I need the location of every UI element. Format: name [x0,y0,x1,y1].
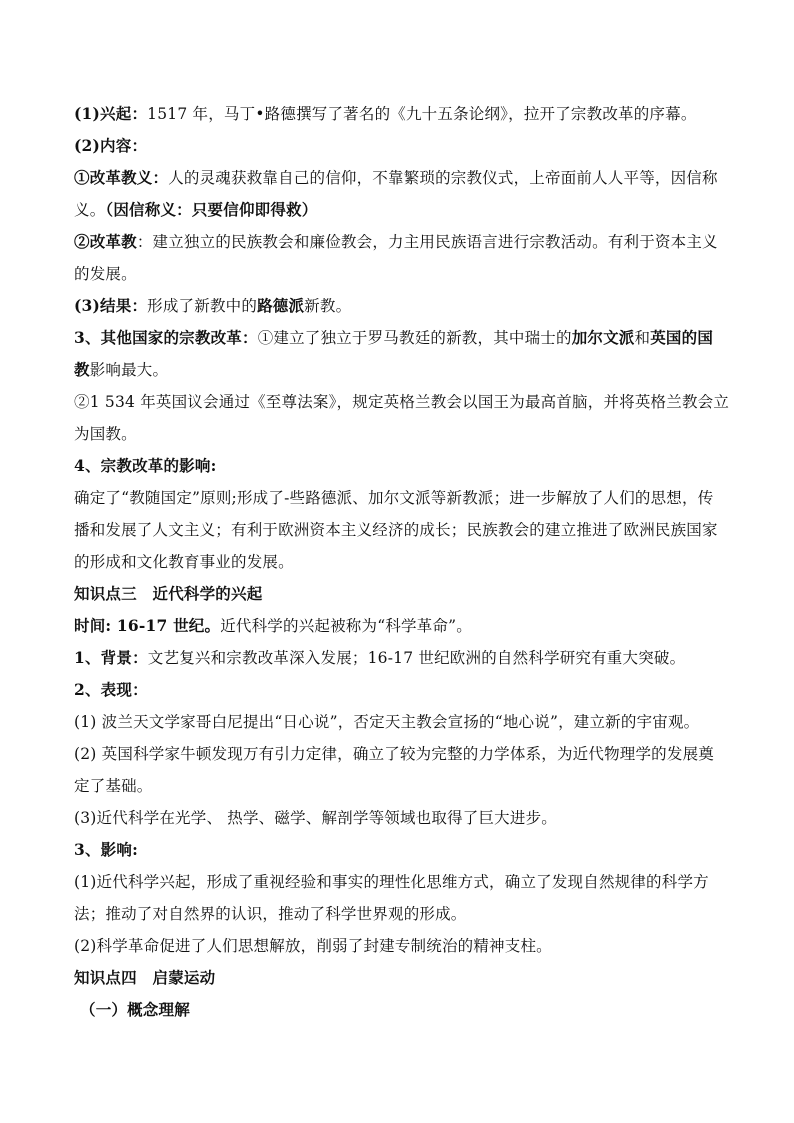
text-line [74,738,724,770]
text-segment: 新教。 [304,297,352,315]
text-segment: 播和发展了人文主义；有利于欧洲资本主义经济的成长；民族教会的建立推进了欧洲民族国家 [74,521,718,539]
bold-text-segment: 2、表现： [74,680,148,699]
text-segment: 为国教。 [74,425,137,443]
text-segment: (1)近代科学兴起，形成了重视经验和事实的理性化思维方式，确立了发现自然规律的科学方 [74,873,709,891]
text-segment: ：建立独立的民族教会和廉俭教会，力主用民族语言进行宗教活动。有利于资本主义 [136,233,718,251]
text-line [74,226,724,258]
text-line [74,962,724,994]
bold-text-segment: 4、宗教改革的影响: [74,456,217,475]
text-line [74,258,724,290]
bold-text-segment: 3、影响: [74,840,139,859]
bold-text-segment: 3、其他国家的宗教改革： [74,328,258,347]
text-line [74,674,724,706]
text-line [74,162,724,194]
bold-text-segment: (2)内容： [74,136,148,155]
text-segment: (1) 波兰天文学家哥白尼提出“日心说”，否定天主教会宣扬的“地心说”，建立新的宇宙观。 [74,713,700,731]
text-segment: 人的灵魂获救靠自己的信仰，不靠繁琐的宗教仪式，上帝面前人人平等，因信称 [168,169,718,187]
bold-text-segment: 路德派 [257,296,305,315]
text-segment: 1517 年，马丁•路德撰写了著名的《九十五条论纲》，拉开了宗教改革的序幕。 [147,105,697,123]
text-line [74,482,724,514]
text-line [74,706,724,738]
text-line [74,354,724,386]
bold-text-segment: 知识点三 近代科学的兴起 [74,584,263,603]
text-segment: 近代科学的兴起被称为“科学革命”。 [220,617,472,635]
bold-text-segment: 1、背景： [74,648,148,667]
bold-text-segment: （因信称义：只要信仰即得救） [105,200,318,219]
bold-text-segment: 知识点四 启蒙运动 [74,968,216,987]
bold-text-segment: (1)兴起： [74,104,148,123]
text-line [74,578,724,610]
bold-text-segment: 时间: 16-17 世纪。 [74,616,221,635]
text-segment: 确定了“教随国定”原则;形成了-些路德派、加尔文派等新教派；进一步解放了人们的思想，传 [74,489,714,507]
text-segment: 文艺复兴和宗教改革深入发展；16-17 世纪欧洲的自然科学研究有重大突破。 [147,649,686,667]
bold-text-segment: （一）概念理解 [80,1000,190,1019]
text-segment: ②1 534 年英国议会通过《至尊法案》，规定英格兰教会以国王为最高首脑，并将英格兰教会立 [74,393,730,411]
document-body [74,98,730,1026]
text-line [74,450,724,482]
text-segment: 义。 [74,201,106,219]
text-segment: (2)科学革命促进了人们思想解放，削弱了封建专制统治的精神支柱。 [74,937,552,955]
bold-text-segment: ②改革教 [74,232,137,251]
text-line [74,770,724,802]
text-line [74,290,724,322]
text-segment: 法；推动了对自然界的认识，推动了科学世界观的形成。 [74,905,467,923]
text-line [74,834,724,866]
text-line [74,98,724,130]
text-segment: 影响最大。 [89,361,169,379]
bold-text-segment: ①改革教义： [74,168,169,187]
text-line [74,546,724,578]
text-line [74,802,724,834]
text-line [74,930,724,962]
text-segment: 和 [634,329,651,347]
text-line [74,514,724,546]
text-segment: (3)近代科学在光学、 热学、磁学、解剖学等领域也取得了巨大进步。 [74,809,557,827]
text-segment: (2) 英国科学家牛顿发现万有引力定律，确立了较为完整的力学体系，为近代物理学的发展奠 [74,745,714,763]
text-line [74,194,724,226]
text-segment: 定了基础。 [74,777,153,795]
text-segment: 的形成和文化教育事业的发展。 [74,553,294,571]
text-line [74,386,730,418]
text-line [74,130,724,162]
bold-text-segment: 加尔文派 [571,328,635,347]
text-line [74,322,724,354]
bold-text-segment: 教 [74,360,90,379]
text-line [74,610,724,642]
text-line [74,898,724,930]
text-line [74,994,724,1026]
text-segment: ①建立了独立于罗马教廷的新教，其中瑞士的 [257,329,572,347]
text-line [74,866,724,898]
text-line [74,418,724,450]
bold-text-segment: 英国的国 [650,328,714,347]
text-segment: 形成了新教中的 [147,297,258,315]
text-line [74,642,724,674]
bold-text-segment: (3)结果： [74,296,148,315]
text-segment: 的发展。 [74,265,137,283]
